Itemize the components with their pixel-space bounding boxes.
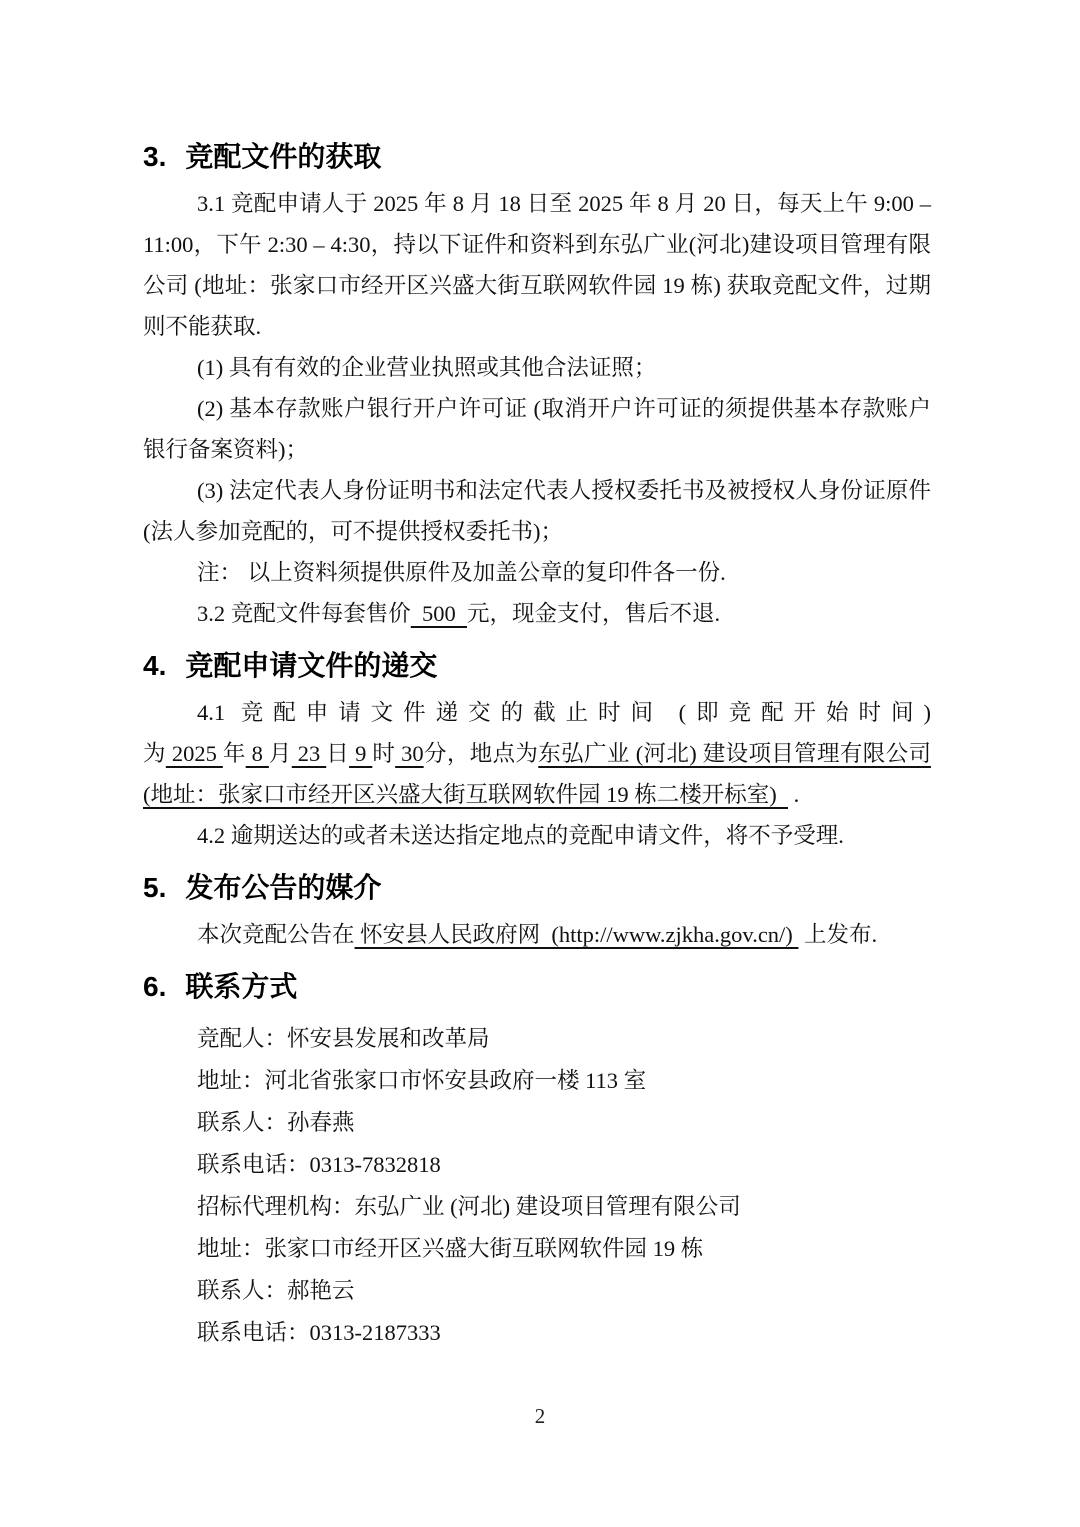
deadline-year-underline: 2025 — [165, 741, 223, 766]
section-5-title: 发布公告的媒介 — [185, 872, 382, 903]
section-4-number: 4. — [143, 650, 167, 681]
deadline-month-underline: 8 — [245, 741, 269, 766]
section-6-heading — [143, 968, 931, 1006]
section-6-title: 联系方式 — [185, 971, 298, 1002]
contact-line-agency: 招标代理机构：东弘广业 (河北) 建设项目管理有限公司 — [197, 1194, 741, 1219]
document-content — [143, 138, 931, 1354]
section-3-heading — [143, 138, 931, 176]
location-label: 分，地点为 — [423, 741, 539, 766]
requirement-item-1: (1) 具有有效的企业营业执照或其他合法证照； — [197, 355, 657, 380]
publication-medium-underline: 怀安县人民政府网 (http://www.zjkha.gov.cn/) — [354, 922, 799, 947]
section-5-heading — [143, 869, 931, 907]
sentence-end: . — [788, 782, 800, 807]
contact-line-buyer-address: 地址：河北省张家口市怀安县政府一楼 113 室 — [197, 1068, 647, 1093]
price-value-underline: 500 — [410, 601, 468, 626]
submission-location-underline: 东弘广业 (河北) 建设项目管理有限公司 (地址：张家口市经开区兴盛大街互联网软件园 19 栋二楼开标室) — [143, 741, 931, 807]
section-6-number: 6. — [143, 971, 167, 1002]
paragraph-4-1 — [143, 692, 931, 815]
paragraph-4-2: 4.2 逾期送达的或者未送达指定地点的竞配申请文件，将不予受理. — [197, 823, 844, 848]
contact-line-agency-address: 地址：张家口市经开区兴盛大街互联网软件园 19 栋 — [197, 1236, 704, 1261]
deadline-day-underline: 23 — [291, 741, 327, 766]
paragraph-3-2 — [143, 593, 931, 634]
page-number: 2 — [534, 1404, 546, 1428]
year-label: 年 — [222, 741, 246, 766]
deadline-minute-underline: 30 — [395, 741, 424, 766]
section-4-title: 竞配申请文件的递交 — [185, 650, 438, 681]
contact-line-buyer: 竞配人：怀安县发展和改革局 — [197, 1026, 490, 1051]
contact-list — [143, 1018, 931, 1354]
section-3-number: 3. — [143, 141, 167, 172]
requirement-item-2: (2) 基本存款账户银行开户许可证 (取消开户许可证的须提供基本存款账户银行备案资料)； — [143, 396, 931, 462]
note-line: 注： 以上资料须提供原件及加盖公章的复印件各一份. — [197, 560, 726, 585]
hour-label: 时 — [372, 741, 396, 766]
price-label: 3.2 竞配文件每套售价 — [197, 601, 411, 626]
section-5-number: 5. — [143, 872, 167, 903]
contact-line-buyer-person: 联系人：孙春燕 — [197, 1110, 355, 1135]
contact-line-buyer-phone: 联系电话：0313-7832818 — [197, 1152, 441, 1177]
announcement-suffix: 上发布. — [798, 922, 878, 947]
deadline-hour-underline: 9 — [349, 741, 373, 766]
contact-line-agency-person: 联系人：郝艳云 — [197, 1278, 355, 1303]
day-label: 日 — [326, 741, 350, 766]
announcement-prefix: 本次竞配公告在 — [197, 922, 355, 947]
section-4-heading — [143, 647, 931, 685]
month-label: 月 — [268, 741, 292, 766]
contact-line-agency-phone: 联系电话：0313-2187333 — [197, 1320, 441, 1345]
requirement-item-3: (3) 法定代表人身份证明书和法定代表人授权委托书及被授权人身份证原件 (法人参加竞配的，可不提供授权委托书)； — [143, 478, 931, 544]
price-suffix: 元，现金支付，售后不退. — [467, 601, 721, 626]
deadline-text: 4.1 竞配申请文件递交的截止时间 (即竞配开始时间) 为 — [143, 700, 931, 766]
paragraph-5-1 — [143, 914, 931, 955]
paragraph-3-1: 3.1 竞配申请人于 2025 年 8 月 18 日至 2025 年 8 月 20 日，每天上午 9:00 – 11:00，下午 2:30 – 4:30，持以下证件和资料到东弘广业(河北)建设项目管理有限公司 (地址：张家口市经开区兴盛大街互联网软件园 19 栋) 获取竞配文件，过期则不能获取. — [143, 191, 931, 339]
section-3-title: 竞配文件的获取 — [185, 141, 382, 172]
